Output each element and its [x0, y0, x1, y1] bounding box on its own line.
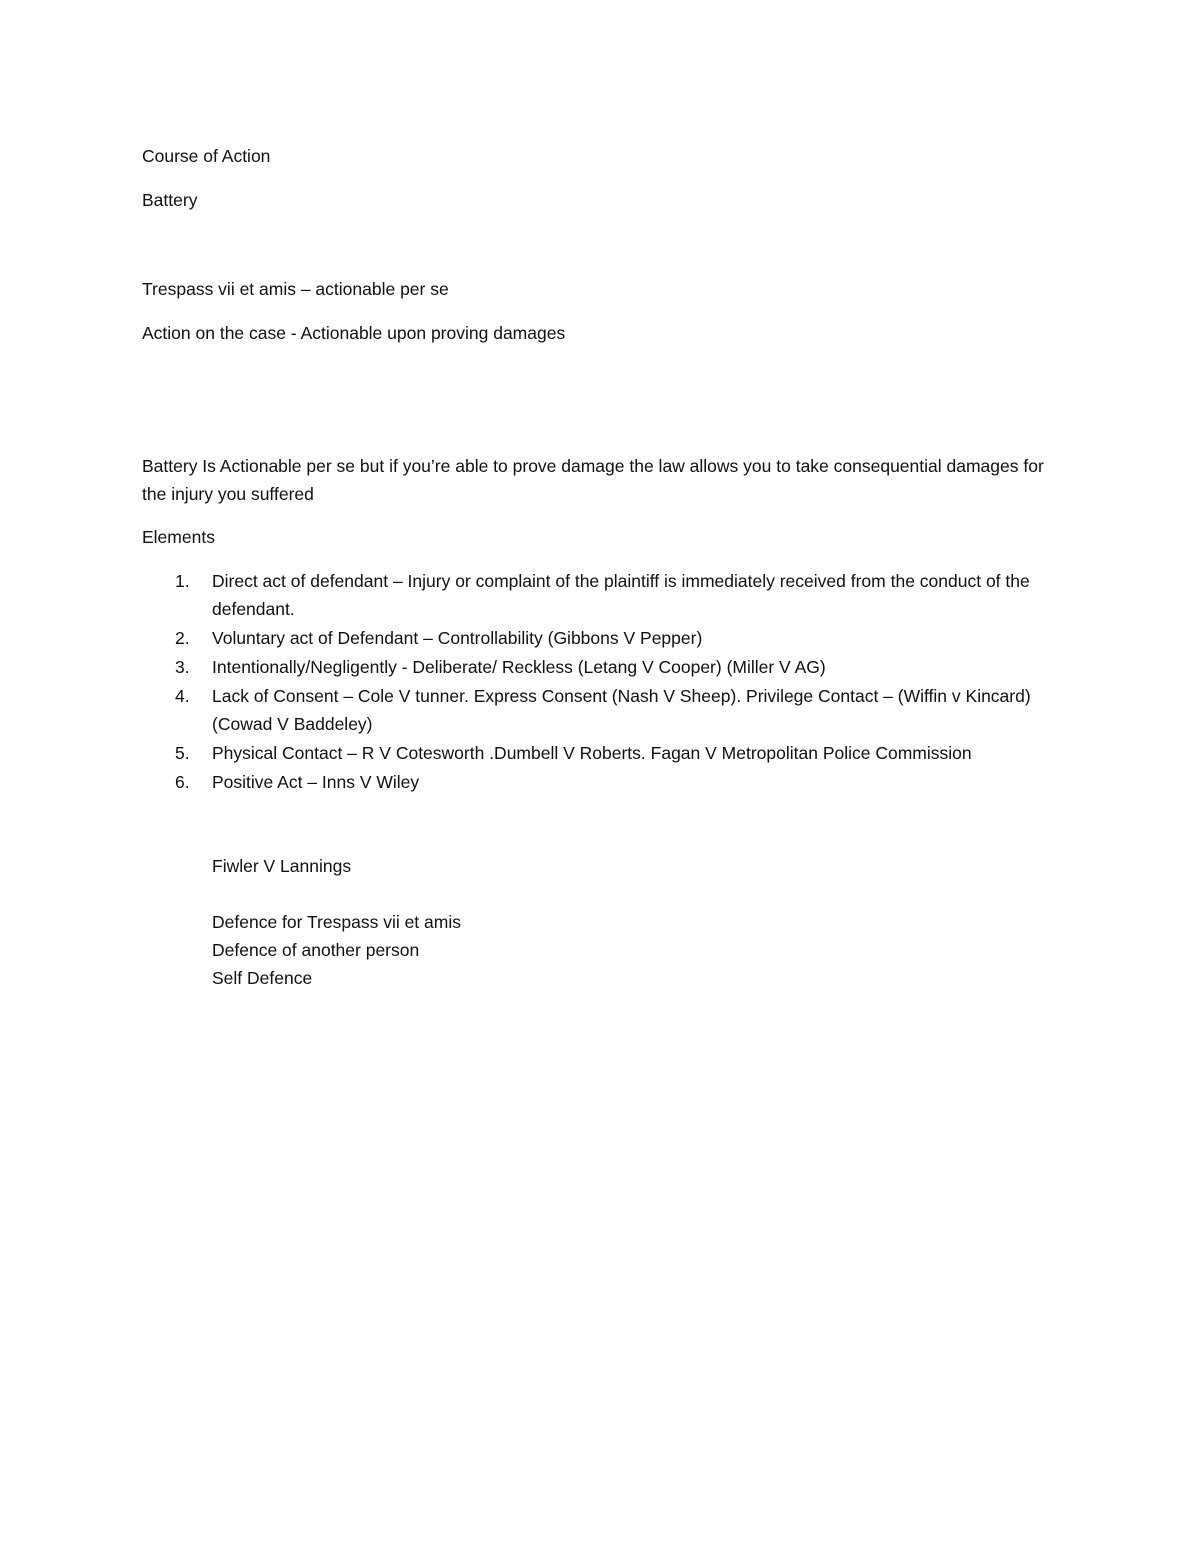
elements-heading: Elements [142, 527, 215, 547]
list-item-number: 5. [175, 743, 190, 763]
list-item [142, 653, 1082, 681]
page-title: Course of Action [142, 146, 271, 166]
list-item-text: Voluntary act of Defendant – Controllability (Gibbons V Pepper) [212, 628, 703, 648]
case-fowler-line: Fiwler V Lannings [212, 856, 352, 876]
list-item [142, 567, 1082, 623]
list-item [142, 682, 1082, 738]
defence-another-line: Defence of another person [212, 940, 420, 960]
elements-list [142, 567, 1082, 797]
list-item-text: Lack of Consent – Cole V tunner. Express Consent (Nash V Sheep). Privilege Contact – (Wiffin v Kincard) (Cowad V Baddeley) [212, 686, 1031, 734]
defence-self-line: Self Defence [212, 968, 313, 988]
list-item-text: Intentionally/Negligently - Deliberate/ Reckless (Letang V Cooper) (Miller V AG) [212, 657, 826, 677]
list-item-number: 6. [175, 772, 190, 792]
list-item-text: Physical Contact – R V Cotesworth .Dumbell V Roberts. Fagan V Metropolitan Police Commission [212, 743, 972, 763]
list-item-number: 4. [175, 686, 190, 706]
list-item-text: Direct act of defendant – Injury or complaint of the plaintiff is immediately received from the conduct of the defendant. [212, 571, 1030, 619]
defence-heading: Defence for Trespass vii et amis [212, 912, 461, 932]
section-title-battery: Battery [142, 190, 198, 210]
list-item-number: 2. [175, 628, 190, 648]
list-item-number: 3. [175, 657, 190, 677]
list-item-text: Positive Act – Inns V Wiley [212, 772, 420, 792]
action-on-case-line: Action on the case - Actionable upon proving damages [142, 323, 566, 343]
list-item [142, 768, 1082, 796]
trespass-line: Trespass vii et amis – actionable per se [142, 279, 449, 299]
list-item [142, 624, 1082, 652]
list-item [142, 739, 1082, 767]
battery-paragraph: Battery Is Actionable per se but if you’re able to prove damage the law allows you to take consequential damages for the injury you suffered [142, 456, 1044, 504]
list-item-number: 1. [175, 571, 190, 591]
